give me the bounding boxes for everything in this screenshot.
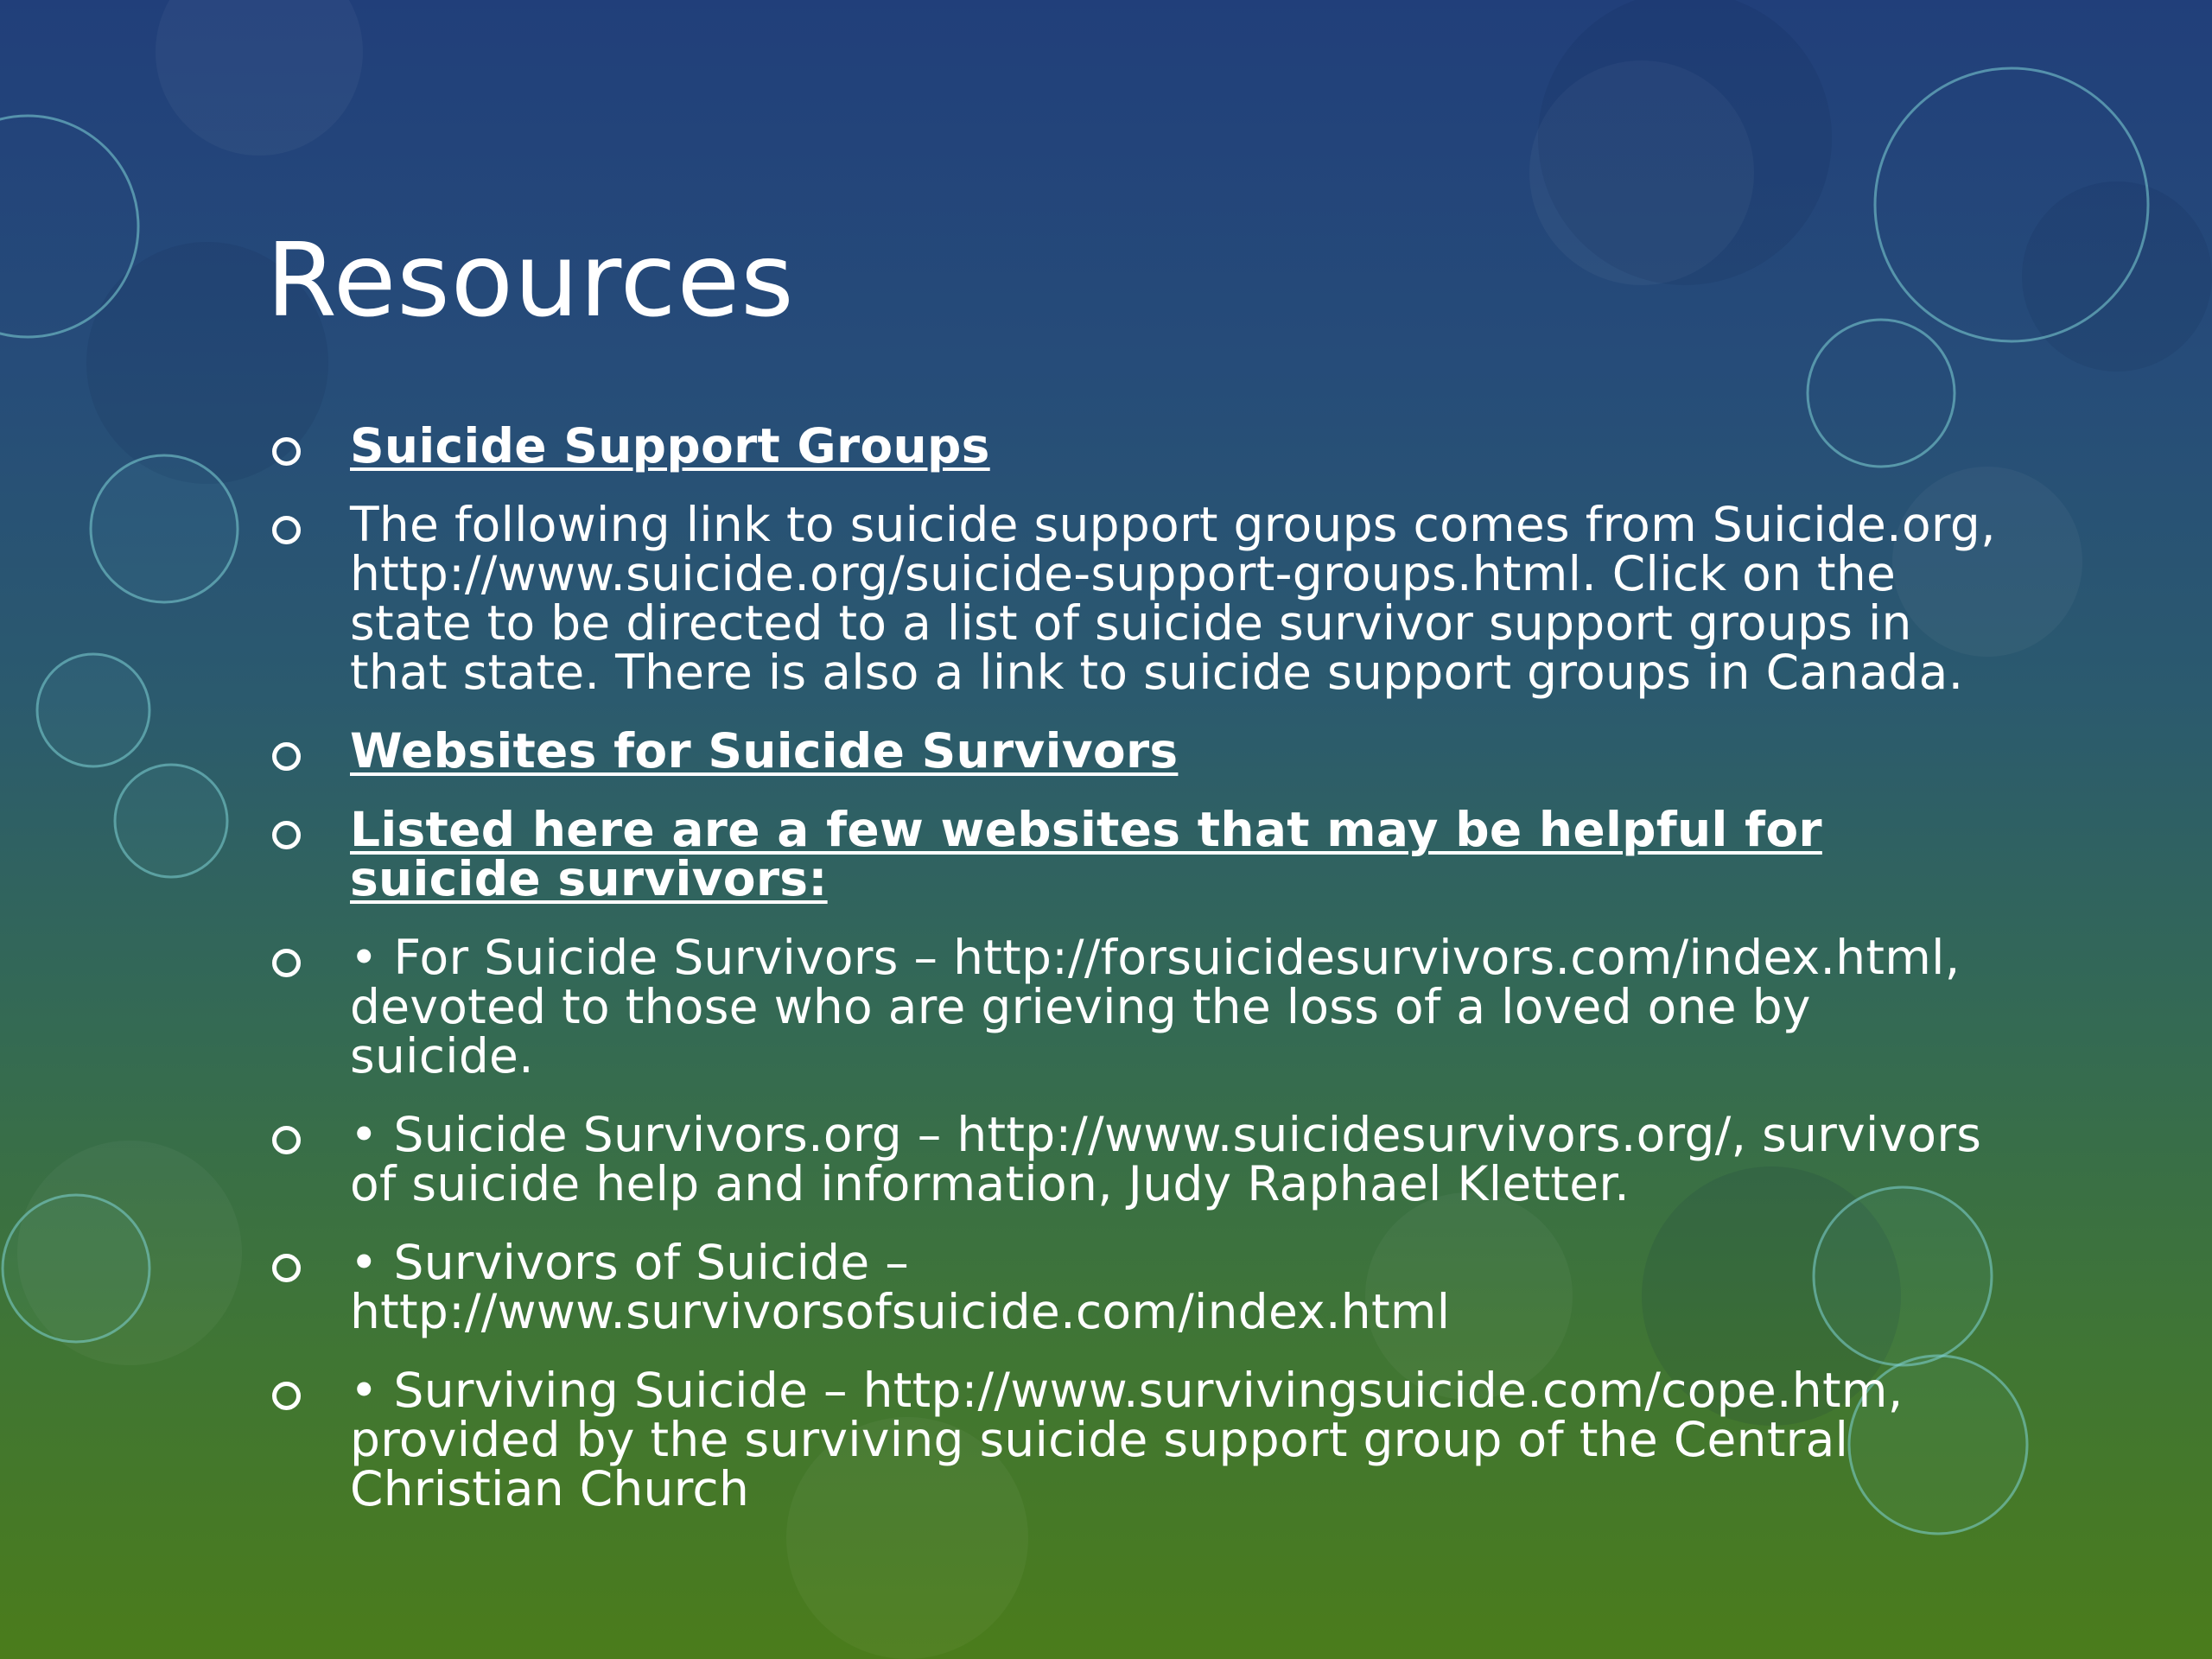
slide-title: Resources — [266, 220, 795, 340]
bullet-support-groups-heading[interactable] — [268, 418, 1996, 474]
bullet-survivors-of-suicide — [268, 1235, 1996, 1339]
bullet-text: • Surviving Suicide – http://www.survivingsuicide.com/cope.htm, provided by the surviving suicide support group of the Central Christian Church — [350, 1363, 1904, 1516]
bullet-text: The following link to suicide support groups comes from Suicide.org, http://www.suicide.org/suicide-support-groups.html. Click on the state to be directed to a list of suicide survivor support groups in that state. There is also a link to suicide support groups in Canada. — [350, 497, 1996, 700]
circle-bullet-icon — [272, 1382, 301, 1410]
circle-bullet-icon — [272, 437, 301, 466]
bullet-text: • Suicide Survivors.org – http://www.suicidesurvivors.org/, survivors of suicide help and information, Judy Raphael Kletter. — [350, 1107, 1982, 1211]
bullet-text[interactable]: Websites for Suicide Survivors — [350, 723, 1179, 779]
bullet-text: • For Suicide Survivors – http://forsuicidesurvivors.com/index.html, devoted to those who are grieving the loss of a loved one by suicide. — [350, 930, 1961, 1084]
circle-bullet-icon — [272, 742, 301, 771]
circle-bullet-icon — [272, 821, 301, 849]
circle-bullet-icon — [272, 949, 301, 977]
bullet-websites-heading[interactable] — [268, 723, 1996, 779]
circle-bullet-icon — [272, 1126, 301, 1154]
bullet-list — [268, 418, 1996, 1543]
bullet-text[interactable]: Listed here are a few websites that may be helpful for suicide survivors: — [350, 802, 1822, 906]
bullet-support-groups-description — [268, 497, 1996, 700]
bullet-text[interactable]: Suicide Support Groups — [350, 418, 990, 474]
bullet-websites-intro[interactable] — [268, 802, 1996, 906]
bullet-text: • Survivors of Suicide – http://www.survivorsofsuicide.com/index.html — [350, 1235, 1451, 1339]
circle-bullet-icon — [272, 1254, 301, 1282]
bullet-suicide-survivors-org — [268, 1107, 1996, 1211]
bullet-for-suicide-survivors — [268, 930, 1996, 1084]
circle-bullet-icon — [272, 516, 301, 544]
bullet-surviving-suicide — [268, 1363, 1996, 1516]
